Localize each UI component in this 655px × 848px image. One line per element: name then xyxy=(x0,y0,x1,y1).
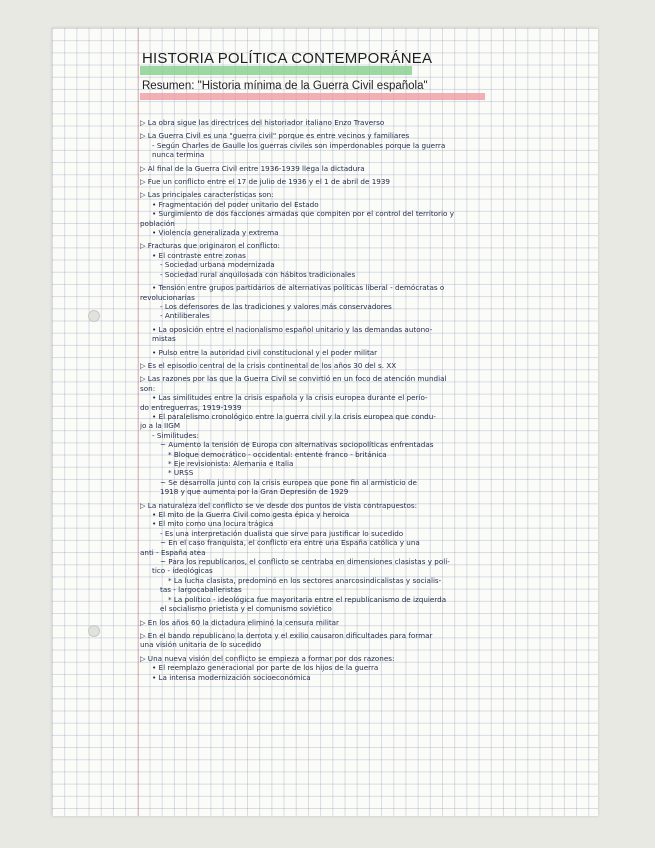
note-line: ~ Aumento la tensión de Europa con alternativas sociopolíticas enfrentadas xyxy=(160,440,434,450)
note-line: ~ En el caso franquista, el conflicto era entre una España católica y una xyxy=(160,538,420,548)
note-line: • El paralelismo cronológico entre la guerra civil y la crisis europea que condu- xyxy=(152,411,436,421)
note-line: • El mito de la Guerra Civil como gesta épica y heroica xyxy=(152,510,350,520)
note-line: ▷ En el bando republicano la derrota y el exilio causaron dificultades para formar xyxy=(140,630,433,640)
note-line: ▷ La obra sigue las directrices del historiador italiano Enzo Traverso xyxy=(140,118,385,127)
note-line: revolucionarias xyxy=(140,292,195,302)
note-line: • Violencia generalizada y extrema xyxy=(152,228,279,238)
note-line: • Pulso entre la autoridad civil constitucional y el poder militar xyxy=(152,347,378,357)
note-line: • Las similitudes entre la crisis española y la crisis europea durante el perío- xyxy=(152,393,428,403)
note-line: • El mito como una locura trágica xyxy=(152,519,274,529)
note-line: 1918 y que aumenta por la Gran Depresión de 1929 xyxy=(160,487,349,497)
note-line: • El reemplazo generacional por parte de los hijos de la guerra xyxy=(152,663,379,673)
note-line: - Sociedad urbana modernizada xyxy=(160,260,275,270)
page-title: HISTORIA POLÍTICA CONTEMPORÁNEA xyxy=(142,50,433,67)
page-subtitle: Resumen: "Historia mínima de la Guerra Civil española" xyxy=(142,80,428,92)
note-line: * Bloque democrático - occidental: entente franco - británica xyxy=(168,449,387,459)
note-line: ▷ En los años 60 la dictadura eliminó la censura militar xyxy=(140,617,339,627)
note-line: - Similitudes: xyxy=(152,430,199,440)
note-line: - Sociedad rural anquilosada con hábitos tradicionales xyxy=(160,269,356,279)
note-line: población xyxy=(140,218,175,228)
note-line: el socialismo prietista y el comunismo soviético xyxy=(160,604,332,614)
note-line: * Eje revisionista: Alemania e Italia xyxy=(168,459,294,468)
binder-hole xyxy=(88,310,100,322)
margin-line xyxy=(138,28,139,816)
note-line: ▷ La naturaleza del conflicto se ve desde dos puntos de vista contrapuestos: xyxy=(140,500,418,510)
subtitle-highlight xyxy=(140,93,485,100)
note-line: tico - ideológicas xyxy=(152,566,213,576)
note-line: ~ Se desarrolla junto con la crisis europea que pone fin al armisticio de xyxy=(160,477,417,487)
notes-body xyxy=(140,118,586,682)
note-line: ▷ Las principales características son: xyxy=(140,190,274,200)
note-line: - Los defensores de las tradiciones y valores más conservadores xyxy=(160,301,392,311)
note-line: ▷ La Guerra Civil es una "guerra civil" porque es entre vecinos y familiares xyxy=(140,131,410,141)
note-line: mistas xyxy=(152,334,176,344)
note-line: • Fragmentación del poder unitario del Estado xyxy=(152,199,319,209)
note-line: ▷ Una nueva visión del conflicto se empieza a formar por dos razones: xyxy=(140,653,395,663)
note-line: jo a la IIGM xyxy=(140,421,181,431)
note-line: ▷ Fue un conflicto entre el 17 de julio de 1936 y el 1 de abril de 1939 xyxy=(140,177,390,187)
note-line: • La intensa modernización socioeconómica xyxy=(152,672,311,682)
note-line: ~ Para los republicanos, el conflicto se centraba en dimensiones clasistas y polí- xyxy=(160,557,450,567)
note-line: anti - España atea xyxy=(140,547,206,557)
note-line: * La lucha clasista, predominó en los sectores anarcosindicalistas y socialis- xyxy=(168,575,442,585)
note-line: una visión unitaria de lo sucedido xyxy=(140,640,262,650)
note-line: • La oposición entre el nacionalismo español unitario y las demandas autono- xyxy=(152,324,433,334)
note-line: * La político - ideológica fue mayoritaria entre el republicanismo de izquierda xyxy=(168,594,447,604)
note-line: ▷ Las razones por las que la Guerra Civil se convirtió en un foco de atención mundial xyxy=(140,374,447,384)
note-line: son: xyxy=(140,383,156,393)
note-line: ▷ Fracturas que originaron el conflicto: xyxy=(140,241,280,251)
note-line: nunca termina xyxy=(152,150,205,160)
note-line: • Tensión entre grupos partidarios de alternativas políticas liberal - demócratas o xyxy=(152,283,445,293)
note-line: • Surgimiento de dos facciones armadas que compiten por el control del territorio y xyxy=(152,209,454,219)
note-line: • El contraste entre zonas xyxy=(152,250,246,260)
note-line: tas - largocaballeristas xyxy=(160,585,242,595)
notebook-page xyxy=(52,28,598,816)
binder-hole xyxy=(88,625,100,637)
note-line: do entreguerras, 1919-1939 xyxy=(140,402,242,412)
note-line: - Es una interpretación dualista que sirve para justificar lo sucedido xyxy=(160,528,404,538)
note-line: ▷ Es el episodio central de la crisis continental de los años 30 del s. XX xyxy=(140,360,397,370)
note-line: * URSS xyxy=(168,468,194,478)
note-line: - Según Charles de Gaulle los guerras civiles son imperdonables porque la guerra xyxy=(152,140,446,150)
note-line: ▷ Al final de la Guerra Civil entre 1936-1939 llega la dictadura xyxy=(140,163,365,173)
note-line: - Antiliberales xyxy=(160,311,210,321)
title-highlight xyxy=(140,66,412,75)
